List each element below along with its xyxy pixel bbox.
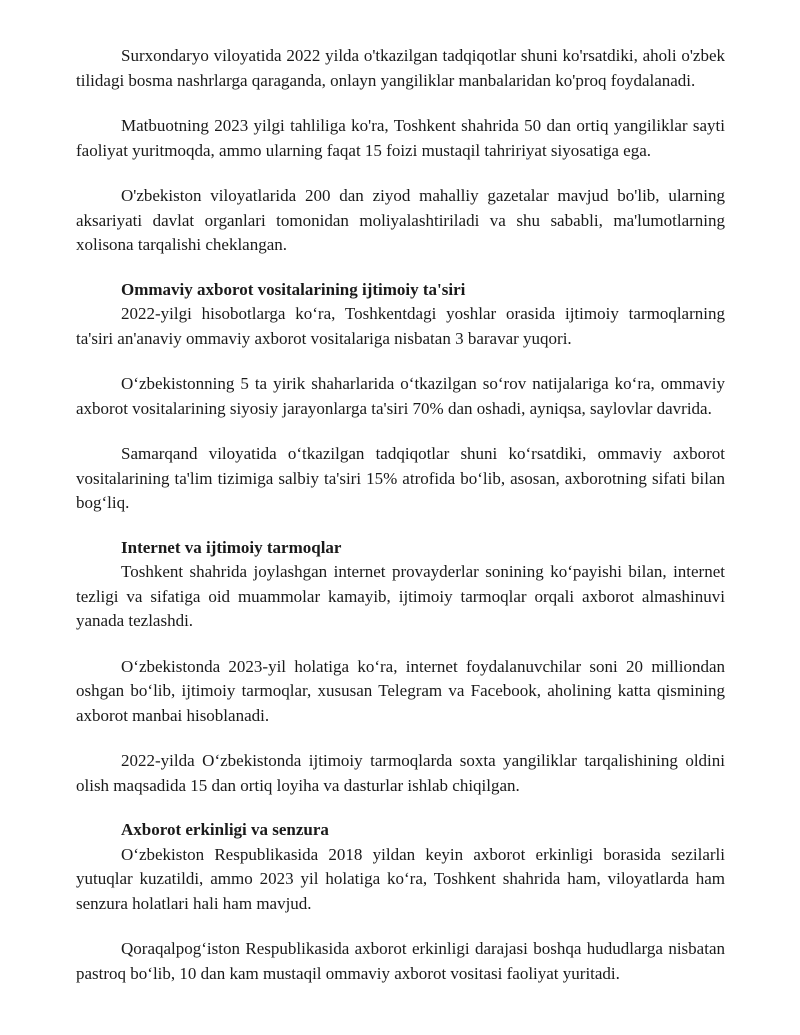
- social-impact-paragraph-3: Samarqand viloyatida o‘tkazilgan tadqiqotlar shuni ko‘rsatdiki, ommaviy axborot vositalarining ta'lim tizimiga salbiy ta'siri 15% atrofida bo‘lib, asosan, axborotning sifati bilan bog‘liq.: [76, 444, 725, 512]
- social-impact-paragraph-1: 2022-yilgi hisobotlarga ko‘ra, Toshkentdagi yoshlar orasida ijtimoiy tarmoqlarning ta'siri an'anaviy ommaviy axborot vositalariga nisbatan 3 baravar yuqori.: [76, 304, 725, 348]
- social-impact-paragraph-2: O‘zbekistonning 5 ta yirik shaharlarida o‘tkazilgan so‘rov natijalariga ko‘ra, ommaviy axborot vositalarining siyosiy jarayonlarga ta'siri 70% dan oshadi, ayniqsa, saylovlar davrida.: [76, 374, 725, 418]
- internet-paragraph-3: 2022-yilda O‘zbekistonda ijtimoiy tarmoqlarda soxta yangiliklar tarqalishining oldini olish maqsadida 15 dan ortiq loyiha va dasturlar ishlab chiqilgan.: [76, 751, 725, 795]
- freedom-paragraph-2: Qoraqalpog‘iston Respublikasida axborot erkinligi darajasi boshqa hududlarga nisbatan pastroq bo‘lib, 10 dan kam mustaqil ommaviy axborot vositasi faoliyat yuritadi.: [76, 939, 725, 983]
- document-page: [76, 44, 725, 986]
- freedom-paragraph-1: O‘zbekiston Respublikasida 2018 yildan keyin axborot erkinligi borasida sezilarli yutuqlar kuzatildi, ammo 2023 yil holatiga ko‘ra, Toshkent shahrida ham, viloyatlarda ham senzura holatlari hali ham mavjud.: [76, 844, 725, 913]
- section-heading-freedom: Axborot erkinligi va senzura: [121, 820, 329, 839]
- section-heading-internet: Internet va ijtimoiy tarmoqlar: [121, 537, 342, 557]
- internet-paragraph-2: O‘zbekistonda 2023-yil holatiga ko‘ra, internet foydalanuvchilar soni 20 milliondan oshgan bo‘lib, ijtimoiy tarmoqlar, xususan Telegram va Facebook, aholining katta qismining axborot manbai hisoblanadi.: [76, 656, 725, 725]
- section-heading-social-impact: Ommaviy axborot vositalarining ijtimoiy ta'siri: [121, 279, 466, 299]
- intro-paragraph-3: O'zbekiston viloyatlarida 200 dan ziyod mahalliy gazetalar mavjud bo'lib, ularning aksariyati davlat organlari tomonidan moliyalashtiriladi va shu sababli, ma'lumotlarning xolisona tarqalishi cheklangan.: [76, 186, 725, 254]
- intro-paragraph-2: Matbuotning 2023 yilgi tahliliga ko'ra, Toshkent shahrida 50 dan ortiq yangiliklar sayti faoliyat yuritmoqda, ammo ularning faqat 15 foizi mustaqil tahririyat siyosatiga ega.: [76, 116, 725, 160]
- internet-paragraph-1: Toshkent shahrida joylashgan internet provayderlar sonining ko‘payishi bilan, internet tezligi va sifatiga oid muammolar kamayib, ijtimoiy tarmoqlar orqali axborot almashinuvi yanada tezlashdi.: [76, 562, 725, 630]
- intro-paragraph-1: Surxondaryo viloyatida 2022 yilda o'tkazilgan tadqiqotlar shuni ko'rsatdiki, aholi o'zbek tilidagi bosma nashrlarga qaraganda, onlayn yangiliklar manbalaridan ko'proq foydalanadi.: [76, 46, 725, 90]
